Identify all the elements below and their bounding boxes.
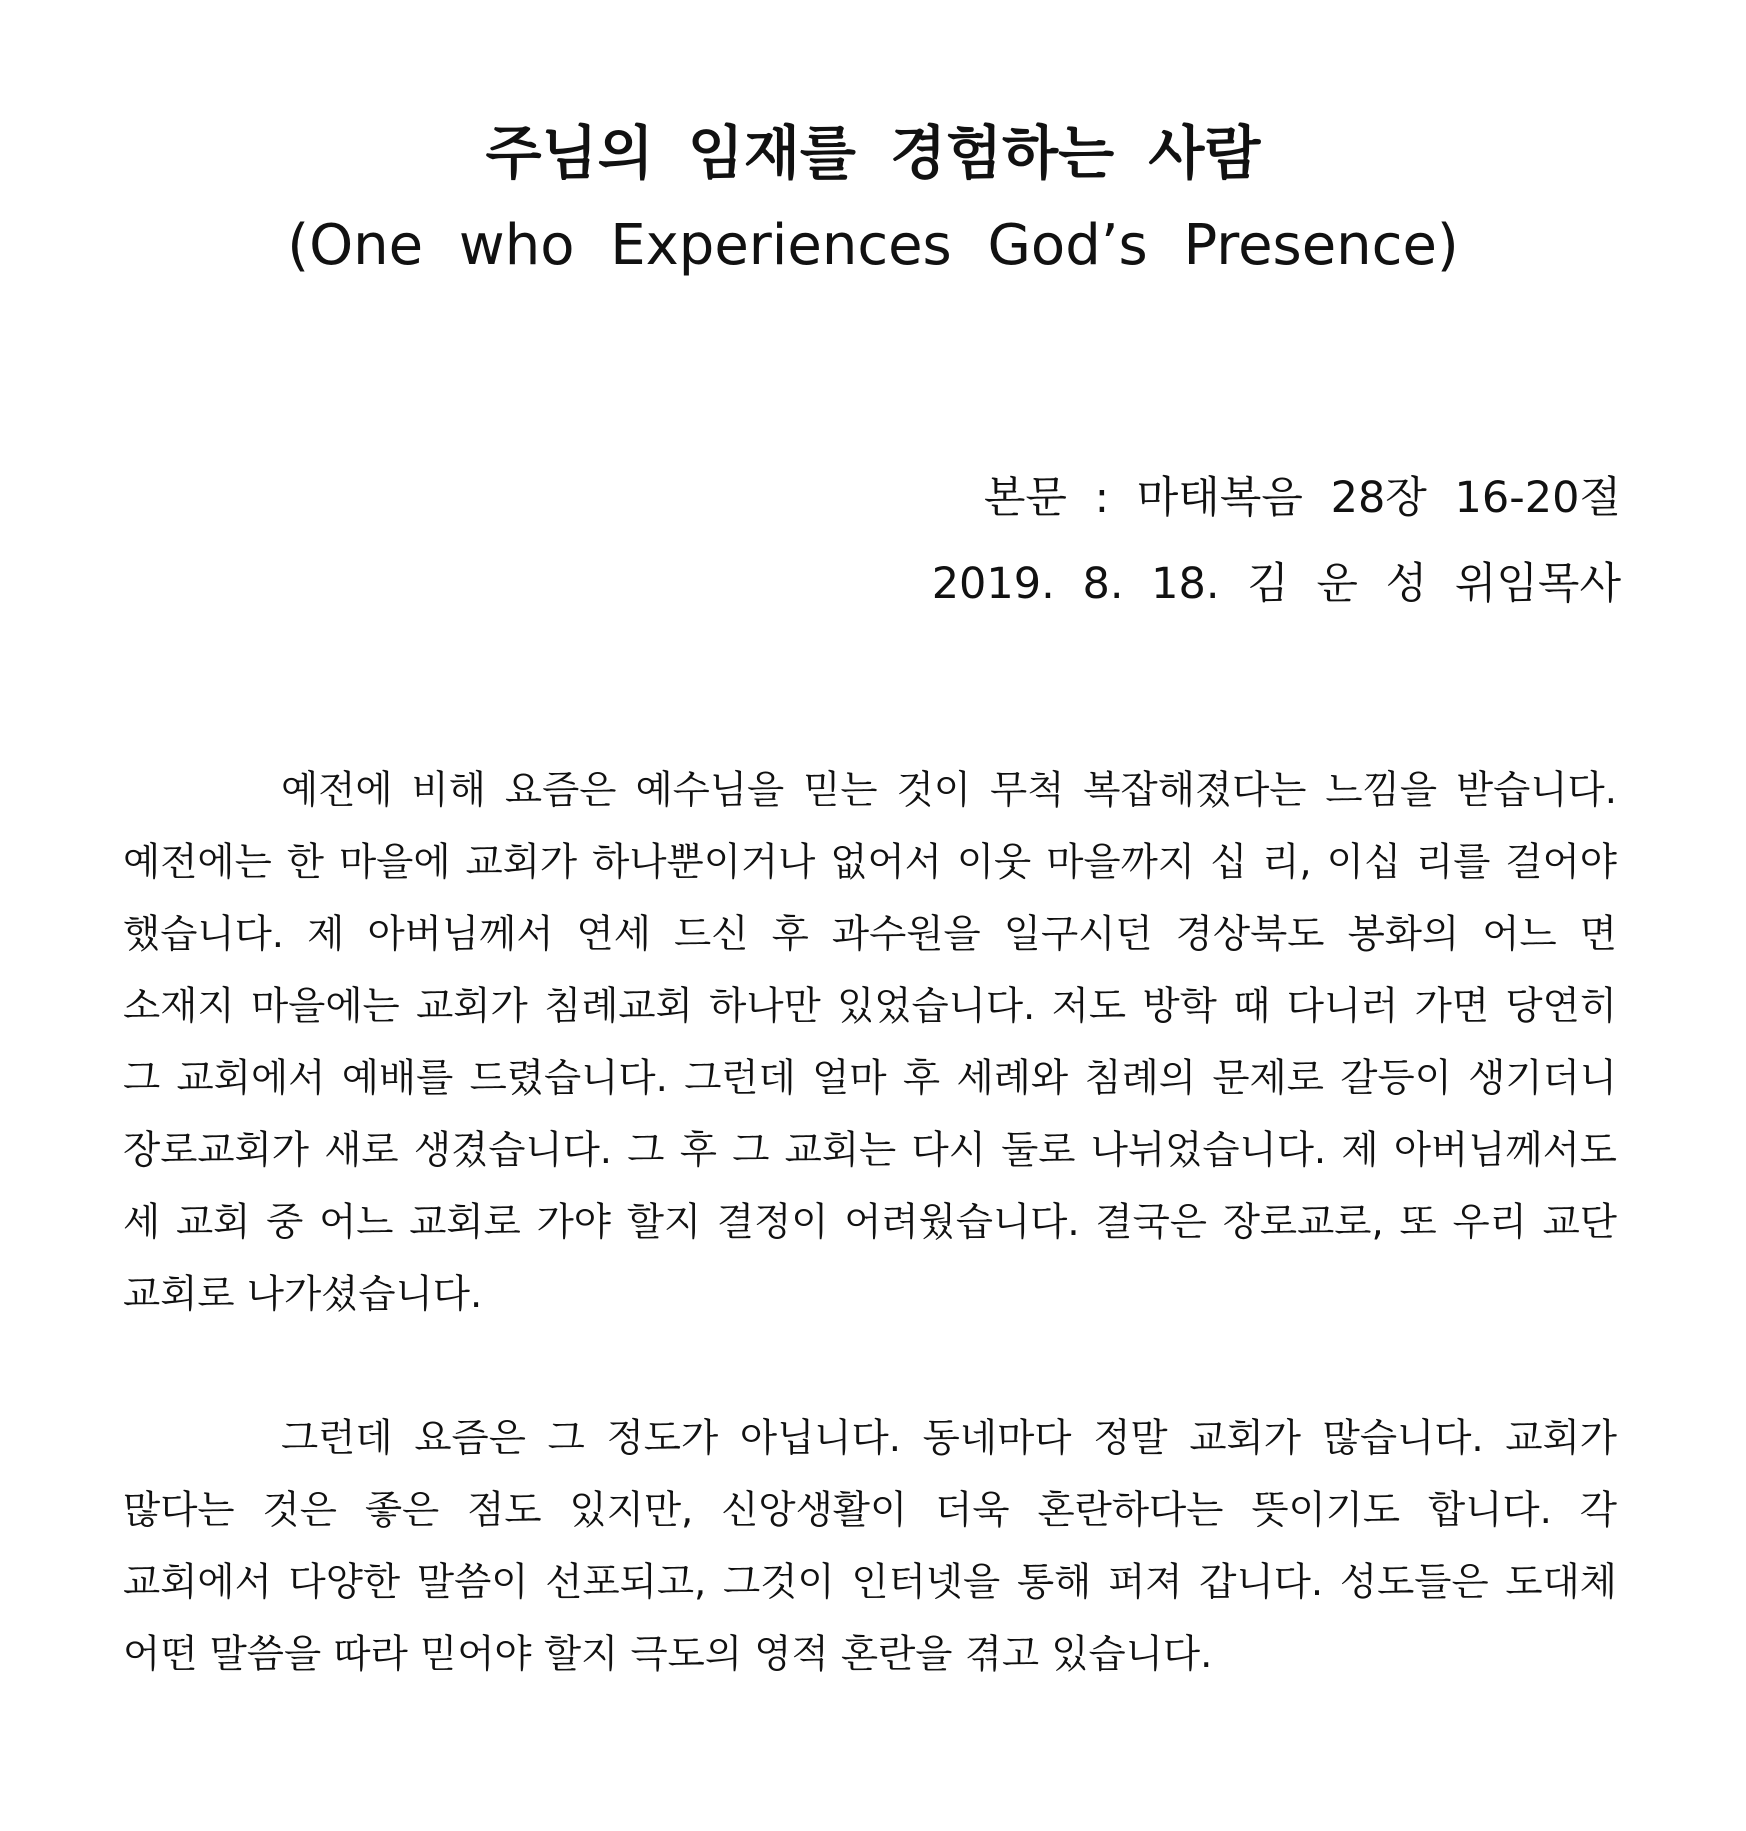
scripture-reference: 본문 : 마태복음 28장 16-20절: [983, 473, 1621, 523]
sermon-meta: [932, 455, 1621, 627]
sermon-title-korean: 주님의 임재를 경험하는 사람: [485, 119, 1261, 187]
sermon-body: [123, 755, 1617, 1691]
body-paragraph: 예전에 비해 요즘은 예수님을 믿는 것이 무척 복잡해졌다는 느낌을 받습니다. 예전에는 한 마을에 교회가 하나뿐이거나 없어서 이웃 마을까지 십 리, 이십 리를 걸어야 했습니다. 제 아버님께서 연세 드신 후 과수원을 일구시던 경상북도 봉화의 어느 면 소재지 마을에는 교회가 침례교회 하나만 있었습니다. 저도 방학 때 다니러 가면 당연히 그 교회에서 예배를 드렸습니다. 그런데 얼마 후 세례와 침례의 문제로 갈등이 생기더니 장로교회가 새로 생겼습니다. 그 후 그 교회는 다시 둘로 나뉘었습니다. 제 아버님께서도 세 교회 중 어느 교회로 가야 할지 결정이 어려웠습니다. 결국은 장로교로, 또 우리 교단 교회로 나가셨습니다.: [123, 768, 1617, 1317]
sermon-title-english: (One who Experiences God’s Presence): [287, 213, 1459, 278]
title-block: [0, 108, 1746, 294]
date-and-preacher: 2019. 8. 18. 김 운 성 위임목사: [931, 559, 1621, 609]
body-paragraph: 그런데 요즘은 그 정도가 아닙니다. 동네마다 정말 교회가 많습니다. 교회가 많다는 것은 좋은 점도 있지만, 신앙생활이 더욱 혼란하다는 뜻이기도 합니다. 각 교회에서 다양한 말씀이 선포되고, 그것이 인터넷을 통해 퍼져 갑니다. 성도들은 도대체 어떤 말씀을 따라 믿어야 할지 극도의 영적 혼란을 겪고 있습니다.: [123, 1416, 1617, 1677]
